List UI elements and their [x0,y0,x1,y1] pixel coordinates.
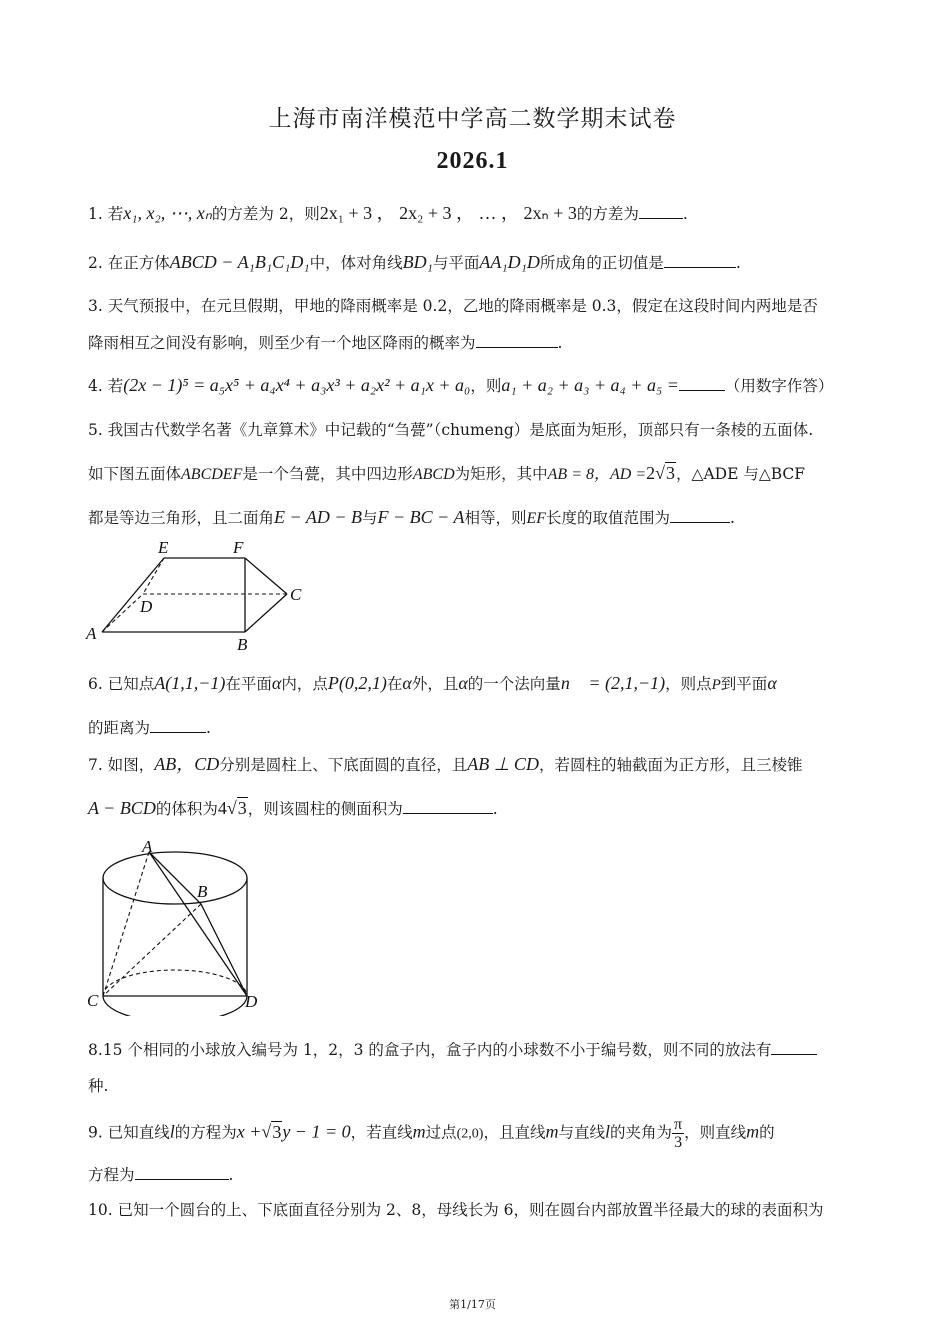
text: 的方差为 2，则 [211,205,320,223]
label-a: A [142,837,153,856]
text: 天气预报中，在元旦假期，甲地的降雨概率是 0.2，乙地的降雨概率是 0.3，假定在这段时间内两地是否 [107,297,818,315]
math-p: P [711,677,721,693]
math-lengths: AB = 8，AD = [547,466,647,483]
sqrt-radicand: 3 [666,463,676,483]
edge-bc-hidden [103,904,201,996]
math-dihedral-2: F − BC − A [377,507,465,527]
math-point-a: A(1,1,−1) [154,673,226,693]
text: . [682,205,688,223]
math-dihedral-1: E − AD − B [274,507,362,527]
sqrt-radicand: 3 [237,798,247,818]
question-number: 10. [88,1201,113,1219]
text: 与平面 [432,254,480,272]
text: 长度的取值范围为 [546,509,671,527]
text: . [492,800,498,818]
text: 若 [107,377,124,395]
text: 内，点 [281,675,328,693]
text: 若 [107,205,124,223]
edge-bc [245,594,287,632]
fraction-denominator: 3 [674,1134,683,1151]
text: ，则该圆柱的侧面积为 [247,800,403,818]
answer-blank[interactable] [639,202,683,219]
figure-cylinder [84,836,274,1016]
label-b: B [237,635,248,654]
exam-title: 上海市南洋模范中学高二数学期末试卷 [268,106,677,132]
math-m: m [412,1121,426,1142]
question-8-cont [88,1074,863,1098]
text: 的一个法向量 [467,675,561,693]
answer-blank[interactable] [771,1038,817,1055]
math-cube: ABCD − A₁B₁C₁D₁ [169,252,310,272]
text: . [557,334,563,352]
math-expressions: 2x₁ + 3 ， 2x₂ + 3 ， … ， 2xₙ + 3 [319,203,577,223]
fraction-numerator: π [674,1116,683,1133]
math-normal-vector: n⃗ = (2,1,−1) [560,673,666,693]
sqrt-expression: 4√3 [217,798,247,818]
question-number: 8. [88,1041,103,1059]
text: 中，体对角线 [309,254,403,272]
math-m: m [545,1121,559,1142]
label-c: C [87,991,99,1010]
text: ，且直线 [483,1123,546,1142]
text: ，则点 [665,675,712,693]
text: 到平面 [720,675,768,693]
sqrt-coef: 2 [646,463,656,483]
text: 为矩形，其中 [454,465,548,483]
bottom-front-arc [103,996,247,1016]
math-diagonal: BD₁ [402,252,433,272]
answer-blank[interactable] [150,716,206,733]
question-9-cont [88,1163,863,1187]
text: . [228,1166,234,1184]
label-b: B [197,882,208,901]
text: 是一个刍甍，其中四边形 [242,465,413,483]
question-number: 3. [88,297,103,315]
question-number: 4. [88,377,103,395]
text: ，若圆柱的轴截面为正方形，且三棱锥 [538,756,803,774]
text: 的距离为 [88,719,151,737]
question-number: 5. [88,421,103,439]
text: （用数字作答） [724,377,834,395]
label-c: C [290,585,302,604]
label-e: E [158,538,169,557]
eq-suffix: y − 1 = 0 [282,1121,351,1142]
question-6-cont [88,716,863,740]
page-footer: 第1/17页 [449,1298,496,1311]
text: 方程为 [88,1166,135,1184]
math-edge: EF [526,510,547,527]
label-a: A [86,624,97,643]
text: ，△ADE 与△BCF [676,465,806,483]
question-4 [88,373,863,398]
text: ，若直线 [350,1123,413,1142]
text: 如下图五面体 [88,465,182,483]
edge-ad-hidden [102,594,143,632]
sqrt-radicand: 3 [272,1121,282,1142]
math-sequence: x₁, x₂, ⋯, xₙ [123,203,212,223]
math-plane: AA₁D₁D [479,252,540,272]
text: 相等，则 [464,509,527,527]
edge-ea [102,558,164,632]
edge-ad [149,852,247,996]
question-3 [88,294,863,318]
text: . [206,719,211,737]
text: 如图， [107,756,155,774]
eq-prefix: x + [236,1121,262,1142]
question-8 [88,1038,863,1062]
math-alpha: α [767,673,777,693]
math-m: m [746,1121,760,1142]
text: 已知点 [107,675,155,693]
question-2 [88,250,863,275]
math-solid: ABCDEF [181,466,243,483]
math-expansion: (2x − 1)⁵ = a₅x⁵ + a₄x⁴ + a₃x³ + a₂x² + a₁x + a₀ [123,375,471,395]
math-equation: x +√3y − 1 = 0 [236,1121,351,1142]
answer-blank[interactable] [476,331,558,348]
question-number: 7. [88,756,103,774]
edge-fc [245,558,287,594]
sqrt-expression: 2√3 [646,463,676,483]
label-f: F [233,538,244,557]
text: . [735,254,741,272]
question-number: 6. [88,675,103,693]
answer-blank[interactable] [664,251,736,268]
question-7 [88,752,863,777]
text: 的体积为 [155,800,218,818]
math-perpendicular: AB ⊥ CD [467,754,539,774]
text: 所成角的正切值是 [539,254,664,272]
figure-chumeng [84,536,324,656]
question-number: 9. [88,1123,103,1142]
answer-blank[interactable] [403,797,493,814]
answer-blank[interactable] [670,506,730,523]
text: 与直线 [558,1123,605,1142]
text: 都是等边三角形，且二面角 [88,509,275,527]
fraction-pi-over-3 [672,1116,684,1151]
text: 在 [386,675,403,693]
question-5-cont2 [88,505,863,531]
question-7-cont [88,796,863,821]
math-quad: ABCD [412,466,455,483]
text: 的夹角为 [610,1123,673,1142]
bottom-back-arc [103,970,247,996]
math-l: l [605,1121,611,1142]
diameter-ab [149,852,201,904]
question-1 [88,201,863,226]
question-10 [88,1198,863,1222]
question-9 [88,1116,863,1151]
question-3-cont [88,331,863,355]
math-alpha: α [402,673,412,693]
text: 的方程为 [174,1123,237,1142]
text: 的 [759,1123,775,1142]
math-point: (2,0) [456,1126,484,1142]
edge-ac-hidden [103,852,149,996]
question-5 [88,418,863,442]
question-number: 2. [88,254,103,272]
math-point-p: P(0,2,1) [327,673,387,693]
text: ，则直线 [684,1123,747,1142]
question-5-cont [88,461,863,487]
math-sum: a₁ + a₂ + a₃ + a₄ + a₅ = [501,375,679,395]
text: ，则 [470,377,502,395]
math-alpha: α [271,673,282,693]
math-pyramid: A − BCD [88,798,156,818]
question-6 [88,671,863,697]
math-alpha: α [458,673,468,693]
text: 已知直线 [107,1123,170,1142]
text: 降雨相互之间没有影响，则至少有一个地区降雨的概率为 [88,334,476,352]
exam-date: 2026.1 [436,148,509,174]
text: 在正方体 [107,254,170,272]
text: . [730,509,735,527]
answer-blank[interactable] [135,1163,229,1180]
label-d: D [140,597,153,616]
math-diameters: AB，CD [154,754,220,774]
text: 的方差为 [576,205,639,223]
edge-bd [201,904,247,996]
text: 种. [88,1077,109,1095]
text: 分别是圆柱上、下底面圆的直径，且 [219,756,468,774]
sqrt-coef: 4 [217,798,227,818]
edge-ed-hidden [143,558,164,594]
text: 在平面 [225,675,272,693]
math-l: l [169,1121,175,1142]
text: 我国古代数学名著《九章算术》中记载的“刍甍”（chumeng）是底面为矩形，顶部只有一条棱的五面体. [107,421,814,439]
question-number: 1. [88,205,103,223]
text: 已知一个圆台的上、下底面直径分别为 2、8，母线长为 6，则在圆台内部放置半径最大的球的表面积为 [117,1201,824,1219]
text: 外，且 [411,675,459,693]
text: 与 [361,509,378,527]
label-d: D [245,992,258,1011]
answer-blank[interactable] [679,374,725,391]
text: 15 个相同的小球放入编号为 1，2，3 的盒子内，盒子内的小球数不小于编号数，则不同的放法有 [102,1041,772,1059]
text: 过点 [425,1123,457,1142]
